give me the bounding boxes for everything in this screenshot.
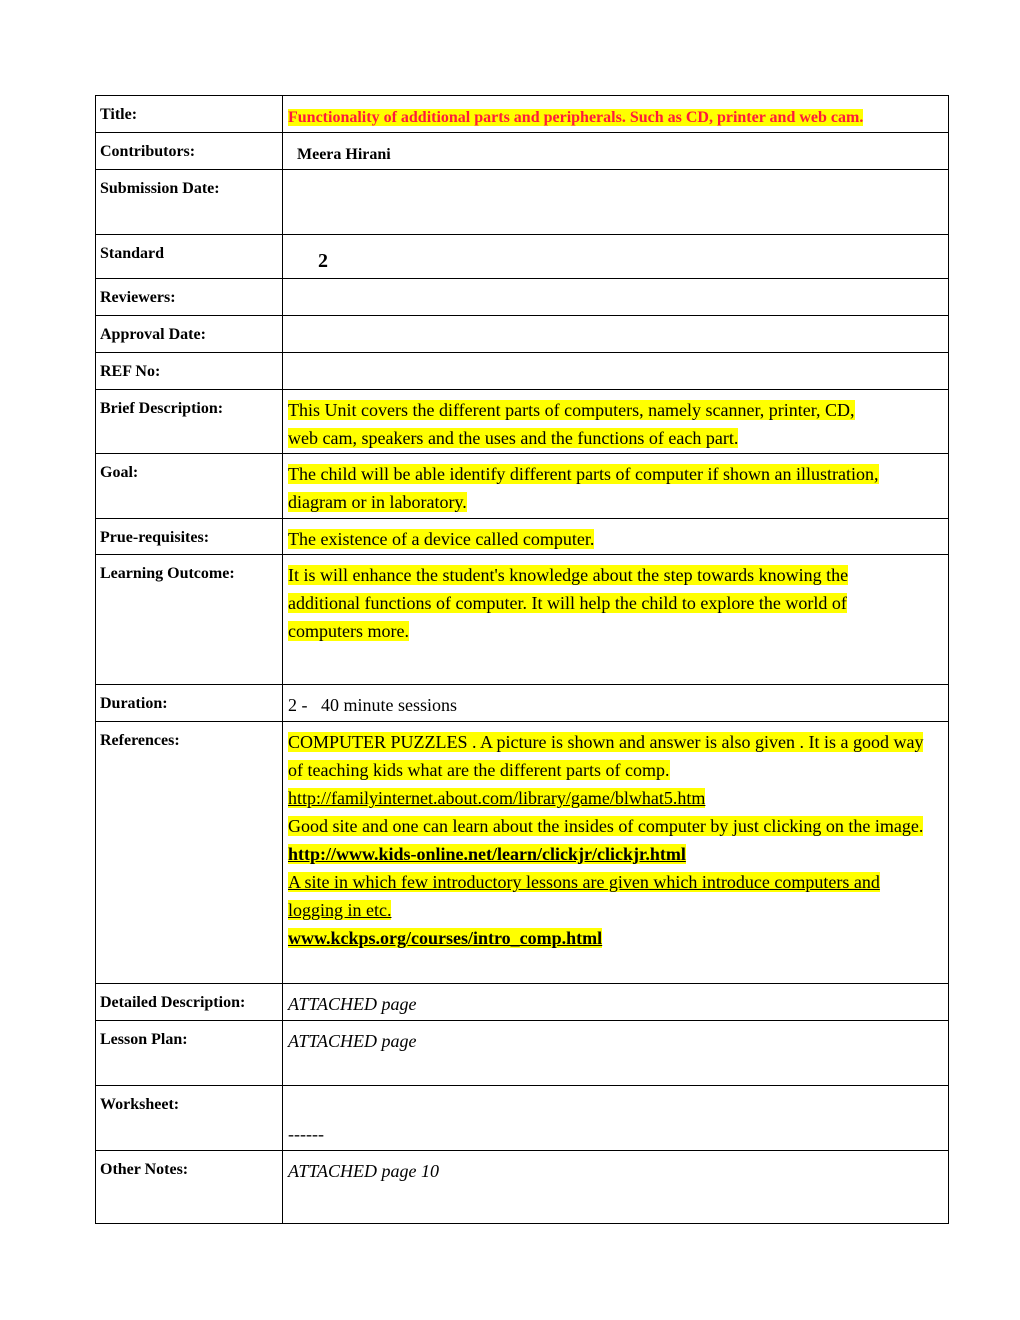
row-approval-date bbox=[96, 316, 949, 353]
brief-description-line: This Unit covers the different parts of computers, namely scanner, printer, CD, bbox=[288, 400, 855, 420]
references-line: logging in etc. bbox=[288, 900, 392, 920]
row-brief-description bbox=[96, 390, 949, 454]
form-table bbox=[95, 95, 949, 1224]
submission-date-value bbox=[283, 170, 949, 235]
reference-link-kids-online[interactable]: http://www.kids-online.net/learn/clickjr/clickjr.html bbox=[288, 844, 686, 864]
standard-label: Standard bbox=[96, 235, 283, 279]
approval-date-label: Approval Date: bbox=[96, 316, 283, 353]
lesson-plan-value: ATTACHED page bbox=[288, 1031, 417, 1051]
other-notes-cell bbox=[283, 1151, 949, 1224]
row-standard bbox=[96, 235, 949, 279]
detailed-description-value: ATTACHED page bbox=[288, 994, 417, 1014]
row-prerequisites bbox=[96, 519, 949, 555]
goal-cell bbox=[283, 454, 949, 519]
row-title bbox=[96, 96, 949, 133]
row-worksheet bbox=[96, 1086, 949, 1151]
prerequisites-value: The existence of a device called computer. bbox=[288, 529, 595, 549]
row-references bbox=[96, 722, 949, 984]
row-learning-outcome bbox=[96, 555, 949, 685]
brief-description-label: Brief Description: bbox=[96, 390, 283, 454]
standard-value: 2 bbox=[318, 250, 328, 272]
worksheet-label: Worksheet: bbox=[96, 1086, 283, 1151]
brief-description-line: web cam, speakers and the uses and the functions of each part. bbox=[288, 428, 739, 448]
row-reviewers bbox=[96, 279, 949, 316]
prerequisites-cell bbox=[283, 519, 949, 555]
references-line: A site in which few introductory lessons are given which introduce computers and bbox=[288, 872, 880, 892]
lesson-plan-cell bbox=[283, 1021, 949, 1086]
learning-outcome-label: Learning Outcome: bbox=[96, 555, 283, 685]
row-submission-date bbox=[96, 170, 949, 235]
row-contributors bbox=[96, 133, 949, 170]
learning-outcome-line: It is will enhance the student's knowledge about the step towards knowing the bbox=[288, 565, 849, 585]
references-line: Good site and one can learn about the insides of computer by just clicking on the image. bbox=[288, 816, 924, 836]
goal-label: Goal: bbox=[96, 454, 283, 519]
lesson-plan-label: Lesson Plan: bbox=[96, 1021, 283, 1086]
row-ref-no bbox=[96, 353, 949, 390]
learning-outcome-cell bbox=[283, 555, 949, 685]
reference-link-kckps[interactable]: www.kckps.org/courses/intro_comp.html bbox=[288, 928, 603, 948]
row-other-notes bbox=[96, 1151, 949, 1224]
references-line: of teaching kids what are the different parts of comp. bbox=[288, 760, 670, 780]
row-lesson-plan bbox=[96, 1021, 949, 1086]
ref-no-label: REF No: bbox=[96, 353, 283, 390]
submission-date-label: Submission Date: bbox=[96, 170, 283, 235]
title-value: Functionality of additional parts and peripherals. Such as CD, printer and web cam. bbox=[288, 109, 864, 126]
duration-label: Duration: bbox=[96, 685, 283, 722]
row-goal bbox=[96, 454, 949, 519]
other-notes-label: Other Notes: bbox=[96, 1151, 283, 1224]
title-label: Title: bbox=[96, 96, 283, 133]
lesson-form bbox=[95, 95, 949, 1224]
learning-outcome-line: computers more. bbox=[288, 621, 409, 641]
prerequisites-label: Prue-requisites: bbox=[96, 519, 283, 555]
brief-description-cell bbox=[283, 390, 949, 454]
contributors-value: Meera Hirani bbox=[297, 146, 391, 163]
reference-link-familyinternet[interactable]: http://familyinternet.about.com/library/game/blwhat5.htm bbox=[288, 788, 706, 808]
duration-cell bbox=[283, 685, 949, 722]
row-detailed-description bbox=[96, 984, 949, 1021]
ref-no-value bbox=[283, 353, 949, 390]
other-notes-value: ATTACHED page 10 bbox=[288, 1161, 439, 1181]
references-label: References: bbox=[96, 722, 283, 984]
reviewers-label: Reviewers: bbox=[96, 279, 283, 316]
worksheet-value: ------ bbox=[288, 1124, 324, 1144]
references-line: COMPUTER PUZZLES . A picture is shown and answer is also given . It is a good way bbox=[288, 732, 924, 752]
detailed-description-cell bbox=[283, 984, 949, 1021]
learning-outcome-line: additional functions of computer. It will help the child to explore the world of bbox=[288, 593, 847, 613]
reviewers-value bbox=[283, 279, 949, 316]
standard-cell bbox=[283, 235, 949, 279]
references-cell bbox=[283, 722, 949, 984]
approval-date-value bbox=[283, 316, 949, 353]
row-duration bbox=[96, 685, 949, 722]
worksheet-cell bbox=[283, 1086, 949, 1151]
title-cell bbox=[283, 96, 949, 133]
contributors-label: Contributors: bbox=[96, 133, 283, 170]
duration-value: 2 - 40 minute sessions bbox=[288, 695, 457, 715]
goal-line: diagram or in laboratory. bbox=[288, 492, 467, 512]
detailed-description-label: Detailed Description: bbox=[96, 984, 283, 1021]
contributors-cell bbox=[283, 133, 949, 170]
goal-line: The child will be able identify different parts of computer if shown an illustration, bbox=[288, 464, 879, 484]
